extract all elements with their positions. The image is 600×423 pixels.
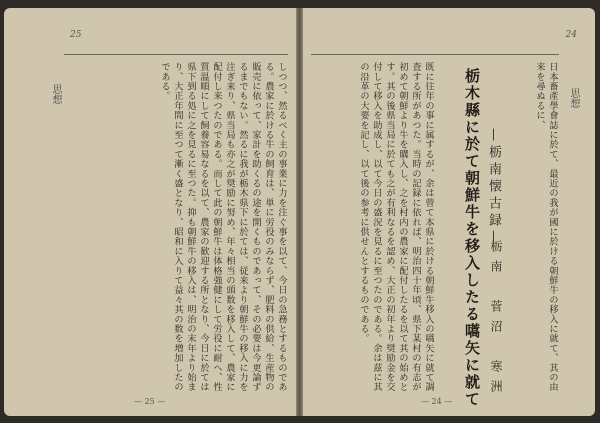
article-title: 栃木縣に於て朝鮮牛を移入したる嚆矢に就て	[463, 68, 481, 408]
article-subtitle: —栃南懐古録—	[486, 128, 501, 247]
page-footer: — 25 —	[134, 397, 166, 406]
page-number: 25	[70, 30, 82, 40]
header-rule	[64, 54, 288, 55]
intro-text: 日本畜產學會誌に於て、最近の我が國に於ける朝鮮牛の移入に就て、其の由来を尋ぬるに、	[534, 62, 558, 392]
left-page	[4, 8, 296, 416]
body-text: 既に往年の事に属するが、余は曾て本県に於ける朝鮮牛移入の嚆矢に就て調査する所があつた。当時の記録に依れば、明治四十年頃、県下某村の有志が初めて朝鮮より牛を購入し、之を村内の農家に配付したるを以て其の始めとす。其の後県当局に於ても之が有利なるを認め、大正の初年より奨励金を交付して移入を助成し、以て今日の盛況を見るに至つたのである。余は茲に其の沿革の大要を記し、以て後の参考に供せんとするものである。	[358, 62, 434, 392]
body-text: しつつ、然るべく主の事業に力を注ぐ事を以て、今日の急務とするものである。農家に於ける牛の飼育は、単に労役のみならず、肥料の供給、生産物の販売に依って、家計を助くるの途を開くものであって、その必要は今更論ずるまでもない。然るに我が栃木県下に於ては、従来より朝鮮牛の移入に力を注ぎ来り、県当局も亦之が奨励に努め、年々相当の頭数を移入して、農家に配付し来つたのである。而して此の朝鮮牛は体格強健にして労役に耐へ、性質温順にして飼養容易なるを以て、農家の歓迎する所となり、今日に於ては県下到る処に之を見るに至つた。抑も朝鮮牛の移入は、明治の末年より始まり、大正年間に至つて漸く盛となり、昭和に入りて益々其の数を増加したのである。	[159, 62, 287, 392]
running-head: 思想	[568, 88, 579, 108]
page-footer: — 24 —	[421, 397, 453, 406]
running-head: 思想	[50, 84, 61, 104]
page-number: 24	[565, 30, 577, 40]
header-rule	[311, 54, 559, 55]
book-gutter	[296, 8, 303, 416]
article-author: 栃南 菅沼 寒洲	[489, 240, 503, 400]
right-page	[303, 8, 595, 416]
